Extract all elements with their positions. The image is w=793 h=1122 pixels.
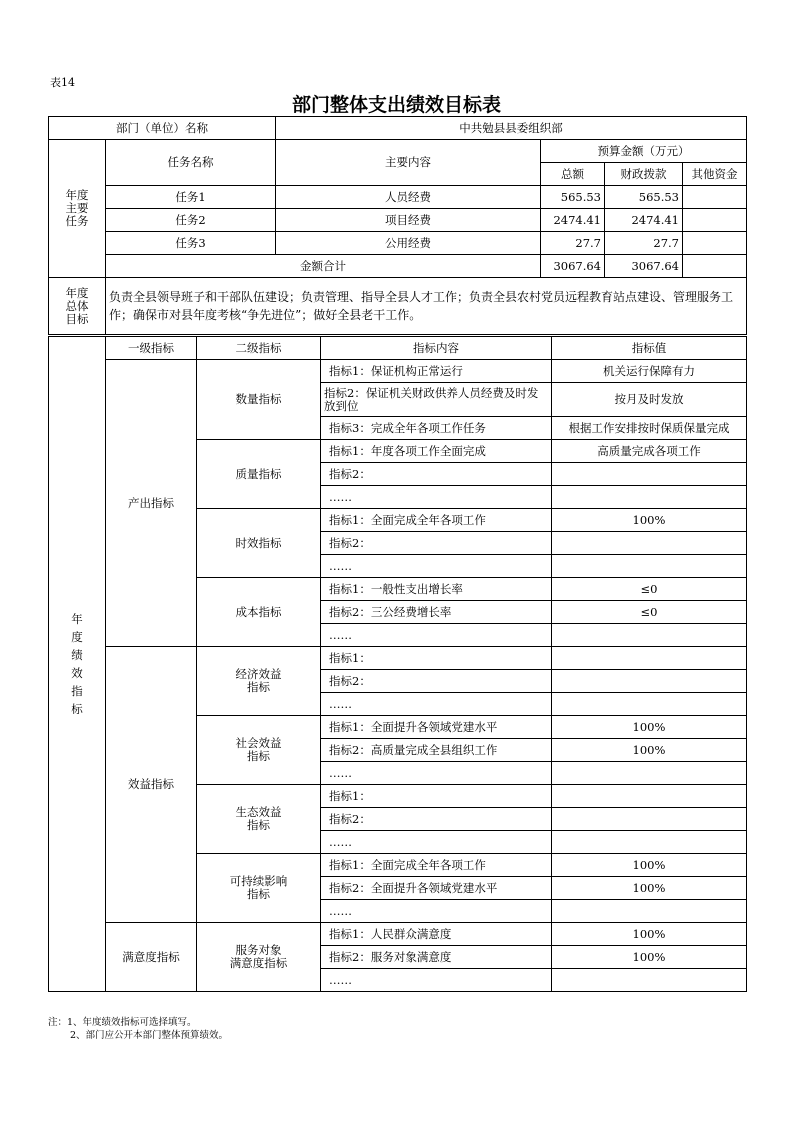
col-budget: 预算金额（万元） [541, 140, 747, 163]
level2-indicator: 可持续影响 指标 [197, 854, 321, 923]
indicator-value [552, 969, 747, 992]
indicator-value: 100% [552, 716, 747, 739]
indicator-content: 指标1：一般性支出增长率 [321, 578, 552, 601]
col-total: 总额 [541, 163, 605, 186]
task-other [683, 232, 747, 255]
overall-goal-text: 负责全县领导班子和干部队伍建设；负责管理、指导全县人才工作；负责全县农村党员远程教育站点建设、管理服务工作；确保市对县年度考核“争先进位”；做好全县老干工作。 [106, 278, 747, 335]
col-indicator-value: 指标值 [552, 337, 747, 360]
task-row [49, 209, 747, 232]
note-line-1: 注：1、年度绩效指标可选择填写。 [48, 1017, 197, 1028]
indicator-content: 指标2： [321, 532, 552, 555]
indicator-row [49, 647, 747, 670]
indicator-content: …… [321, 831, 552, 854]
task-row [49, 232, 747, 255]
task-other [683, 186, 747, 209]
indicator-value: 按月及时发放 [552, 383, 747, 417]
indicator-content: 指标1：全面提升各领域党建水平 [321, 716, 552, 739]
indicator-value [552, 555, 747, 578]
col-task-name: 任务名称 [106, 140, 276, 186]
task-fiscal: 27.7 [605, 232, 683, 255]
col-task-content: 主要内容 [276, 140, 541, 186]
indicator-content: 指标2：三公经费增长率 [321, 601, 552, 624]
indicator-value [552, 486, 747, 509]
page-title: 部门整体支出绩效目标表 [291, 94, 501, 116]
indicator-content: 指标1：保证机构正常运行 [321, 360, 552, 383]
task-name: 任务2 [106, 209, 276, 232]
level1-indicator: 产出指标 [106, 360, 197, 647]
indicator-value: ≤0 [552, 601, 747, 624]
indicator-value: 100% [552, 739, 747, 762]
col-level1: 一级指标 [106, 337, 197, 360]
indicator-content: 指标3：完成全年各项工作任务 [321, 417, 552, 440]
indicator-value: 100% [552, 946, 747, 969]
task-sum-row [49, 255, 747, 278]
indicator-content: 指标1：全面完成全年各项工作 [321, 509, 552, 532]
task-content: 项目经费 [276, 209, 541, 232]
indicator-value [552, 762, 747, 785]
indicator-value: 100% [552, 854, 747, 877]
indicator-content: 指标1：年度各项工作全面完成 [321, 440, 552, 463]
perf-section-label: 年 度 绩 效 指 标 [49, 337, 106, 992]
indicator-value: 机关运行保障有力 [552, 360, 747, 383]
indicator-value [552, 831, 747, 854]
task-content: 公用经费 [276, 232, 541, 255]
sum-total: 3067.64 [541, 255, 605, 278]
tasks-section-label: 年度 主要 任务 [49, 140, 106, 278]
note-line-2: 2、部门应公开本部门整体预算绩效。 [70, 1030, 229, 1041]
task-name: 任务3 [106, 232, 276, 255]
indicator-value: 高质量完成各项工作 [552, 440, 747, 463]
indicator-content: …… [321, 555, 552, 578]
task-total: 565.53 [541, 186, 605, 209]
col-fiscal: 财政拨款 [605, 163, 683, 186]
indicator-content: …… [321, 900, 552, 923]
indicator-value [552, 647, 747, 670]
budget-table [48, 116, 747, 335]
level2-indicator: 服务对象 满意度指标 [197, 923, 321, 992]
level2-indicator: 质量指标 [197, 440, 321, 509]
level2-indicator: 时效指标 [197, 509, 321, 578]
indicator-content: 指标2： [321, 463, 552, 486]
task-total: 2474.41 [541, 209, 605, 232]
indicator-value [552, 785, 747, 808]
dept-value: 中共勉县县委组织部 [276, 117, 747, 140]
task-fiscal: 2474.41 [605, 209, 683, 232]
indicator-content: 指标2： [321, 670, 552, 693]
indicator-content: …… [321, 969, 552, 992]
indicator-value: ≤0 [552, 578, 747, 601]
level2-indicator: 数量指标 [197, 360, 321, 440]
indicator-content: 指标2：保证机关财政供养人员经费及时发放到位 [321, 383, 552, 417]
col-level2: 二级指标 [197, 337, 321, 360]
task-name: 任务1 [106, 186, 276, 209]
indicator-content: 指标1：人民群众满意度 [321, 923, 552, 946]
level1-indicator: 效益指标 [106, 647, 197, 923]
task-content: 人员经费 [276, 186, 541, 209]
indicator-value [552, 900, 747, 923]
indicator-content: 指标1： [321, 647, 552, 670]
indicator-value: 100% [552, 877, 747, 900]
task-other [683, 209, 747, 232]
level2-indicator: 成本指标 [197, 578, 321, 647]
task-total: 27.7 [541, 232, 605, 255]
indicator-content: 指标1：全面完成全年各项工作 [321, 854, 552, 877]
indicator-content: 指标1： [321, 785, 552, 808]
col-other: 其他资金 [683, 163, 747, 186]
indicator-value: 100% [552, 509, 747, 532]
indicator-value [552, 624, 747, 647]
indicator-value [552, 532, 747, 555]
perf-header-row [49, 337, 747, 360]
sum-fiscal: 3067.64 [605, 255, 683, 278]
indicator-value [552, 463, 747, 486]
indicator-value [552, 670, 747, 693]
performance-table [48, 336, 747, 992]
level2-indicator: 生态效益 指标 [197, 785, 321, 854]
indicator-content: …… [321, 762, 552, 785]
task-fiscal: 565.53 [605, 186, 683, 209]
indicator-content: 指标2：高质量完成全县组织工作 [321, 739, 552, 762]
task-row [49, 186, 747, 209]
indicator-content: …… [321, 624, 552, 647]
overall-goal-label: 年度 总体 目标 [49, 278, 106, 335]
indicator-content: 指标2：全面提升各领域党建水平 [321, 877, 552, 900]
level2-indicator: 社会效益 指标 [197, 716, 321, 785]
indicator-row [49, 360, 747, 383]
indicator-value: 根据工作安排按时保质保量完成 [552, 417, 747, 440]
table-number: 表14 [50, 76, 75, 89]
level2-indicator: 经济效益 指标 [197, 647, 321, 716]
indicator-content: …… [321, 693, 552, 716]
indicator-value [552, 693, 747, 716]
level1-indicator: 满意度指标 [106, 923, 197, 992]
dept-label: 部门（单位）名称 [49, 117, 276, 140]
sum-label: 金额合计 [106, 255, 541, 278]
col-indicator-content: 指标内容 [321, 337, 552, 360]
indicator-row [49, 923, 747, 946]
indicator-content: 指标2： [321, 808, 552, 831]
sum-other [683, 255, 747, 278]
indicator-value [552, 808, 747, 831]
indicator-value: 100% [552, 923, 747, 946]
indicator-content: …… [321, 486, 552, 509]
indicator-content: 指标2：服务对象满意度 [321, 946, 552, 969]
